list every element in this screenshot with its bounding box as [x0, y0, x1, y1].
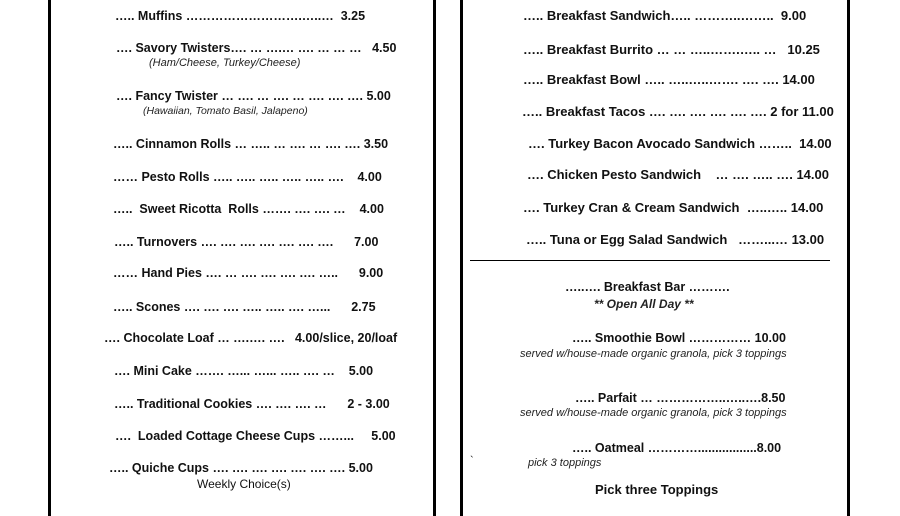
menu-item-cinnamon-rolls: ….. Cinnamon Rolls … ….. … …. … …. …. 3.50 — [113, 137, 389, 151]
menu-item-pesto-rolls: …… Pesto Rolls ….. ….. ….. ….. ….. …. 4.00 — [113, 170, 382, 184]
menu-item-scones: ….. Scones …. …. …. ….. ….. …. …... 2.75 — [113, 300, 376, 314]
menu-item-mini-cake: …. Mini Cake ……. …... …... ….. …. … 5.00 — [114, 364, 374, 378]
menu-item-tuna-egg-salad: ….. Tuna or Egg Salad Sandwich ……...… 13.00 — [526, 232, 825, 247]
menu-item-hand-pies: …… Hand Pies …. … …. …. …. …. ….. 9.00 — [113, 266, 384, 280]
section-divider — [470, 260, 830, 261]
breakfast-bar-subtitle: ** Open All Day ** — [594, 297, 694, 311]
breakfast-bar-oatmeal-note: pick 3 toppings — [528, 457, 602, 469]
menu-item-turkey-cran-cream: …. Turkey Cran & Cream Sandwich …..….. 14.00 — [523, 200, 824, 215]
menu-item-breakfast-bowl: ….. Breakfast Bowl ….. …..…..……. …. …. 14.00 — [523, 72, 815, 87]
menu-item-chicken-pesto-sandwich: …. Chicken Pesto Sandwich … …. ….. …. 14.00 — [527, 167, 829, 182]
menu-item-quiche-cups: ….. Quiche Cups …. …. …. …. …. …. …. 5.00 — [109, 461, 373, 475]
breakfast-bar-smoothie-bowl: ….. Smoothie Bowl …………… 10.00 — [572, 331, 786, 345]
menu-item-savory-twisters: …. Savory Twisters…. … ….… …. … … … 4.50 — [116, 41, 397, 55]
menu-note-quiche-cups: Weekly Choice(s) — [197, 477, 291, 491]
menu-item-traditional-cookies: ….. Traditional Cookies …. …. …. … 2 - 3.00 — [114, 397, 390, 411]
menu-item-fancy-twister: …. Fancy Twister … …. … …. … …. …. …. 5.00 — [116, 89, 391, 103]
menu-item-turnovers: ….. Turnovers …. …. …. …. …. …. …. 7.00 — [114, 235, 379, 249]
menu-note-savory-twisters: (Ham/Cheese, Turkey/Cheese) — [149, 57, 301, 69]
breakfast-bar-smoothie-bowl-note: served w/house-made organic granola, pick 3 toppings — [520, 348, 787, 360]
menu-note-fancy-twister: (Hawaiian, Tomato Basil, Jalapeno) — [143, 105, 308, 117]
menu-item-sweet-ricotta-rolls: ….. Sweet Ricotta Rolls ……. …. …. … 4.00 — [113, 202, 384, 216]
breakfast-bar-title: …..…. Breakfast Bar ………. — [565, 280, 730, 294]
breakfast-bar-parfait-note: served w/house-made organic granola, pick 3 toppings — [520, 407, 787, 419]
stray-mark: ` — [470, 455, 474, 467]
menu-item-breakfast-tacos: ….. Breakfast Tacos …. …. …. …. …. …. 2 for 11.00 — [522, 104, 834, 119]
menu-item-breakfast-sandwich: ….. Breakfast Sandwich….. ………..…….. 9.00 — [523, 8, 807, 23]
menu-item-turkey-bacon-avocado: …. Turkey Bacon Avocado Sandwich …….. 14.00 — [528, 136, 832, 151]
menu-item-muffins: ….. Muffins ……………………….…..… 3.25 — [115, 9, 366, 23]
breakfast-bar-parfait: ….. Parfait … ……………..…..….8.50 — [575, 391, 786, 405]
menu-item-breakfast-burrito: ….. Breakfast Burrito … … …..…….….. … 10.25 — [523, 42, 820, 57]
menu-item-chocolate-loaf: …. Chocolate Loaf … ….…. …. 4.00/slice, 20/loaf — [104, 331, 398, 345]
menu-item-cottage-cheese-cups: …. Loaded Cottage Cheese Cups ……... 5.00 — [115, 429, 396, 443]
breakfast-bar-oatmeal: ….. Oatmeal ………….................8.00 — [572, 441, 782, 455]
toppings-heading: Pick three Toppings — [595, 482, 719, 497]
